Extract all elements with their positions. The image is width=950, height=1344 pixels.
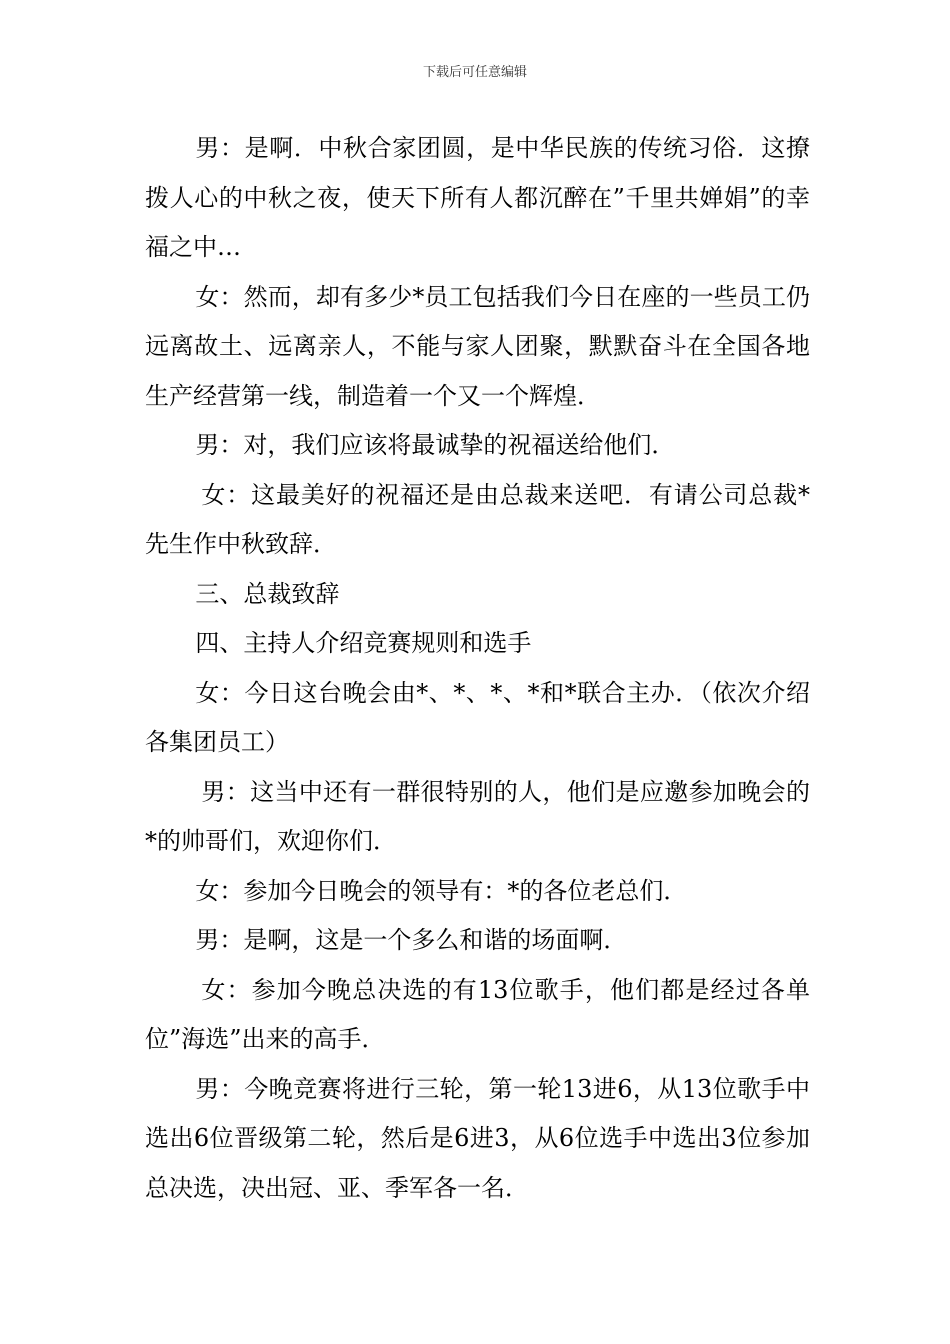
- page-header: 下载后可任意编辑: [422, 65, 527, 80]
- paragraph: 女：参加今日晚会的领导有：*的各位老总们．: [195, 876, 688, 905]
- paragraph: 女：参加今晚总决选的有13位歌手，他们都是经过各单位”海选”出来的高手．: [145, 975, 810, 1053]
- paragraph: 女：今日这台晚会由*、*、*、*和*联合主办．（依次介绍各集团员工）: [145, 678, 810, 756]
- paragraph: 男：这当中还有一群很特别的人，他们是应邀参加晚会的*的帅哥们，欢迎你们．: [145, 777, 810, 855]
- paragraph: 女：这最美好的祝福还是由总裁来送吧．有请公司总裁*先生作中秋致辞．: [145, 480, 810, 558]
- paragraph: 男：是啊．中秋合家团圆，是中华民族的传统习俗．这撩拨人心的中秋之夜，使天下所有人都沉醉在”千里共婵娟”的幸福之中…: [145, 134, 810, 261]
- section-heading: 四、主持人介绍竞赛规则和选手: [195, 629, 532, 657]
- paragraph: 女：然而，却有多少*员工包括我们今日在座的一些员工仍远离故土、远离亲人，不能与家人团聚，默默奋斗在全国各地生产经营第一线，制造着一个又一个辉煌．: [145, 282, 810, 410]
- document-body: [145, 124, 810, 1213]
- section-heading: 三、总裁致辞: [195, 579, 340, 608]
- paragraph: 男：是啊，这是一个多么和谐的场面啊．: [195, 926, 628, 954]
- paragraph: 男：对，我们应该将最诚挚的祝福送给他们．: [195, 431, 676, 459]
- paragraph: 男：今晚竞赛将进行三轮，第一轮13进6，从13位歌手中选出6位晋级第二轮，然后是6进3，从6位选手中选出3位参加总决选，决出冠、亚、季军各一名．: [145, 1074, 810, 1202]
